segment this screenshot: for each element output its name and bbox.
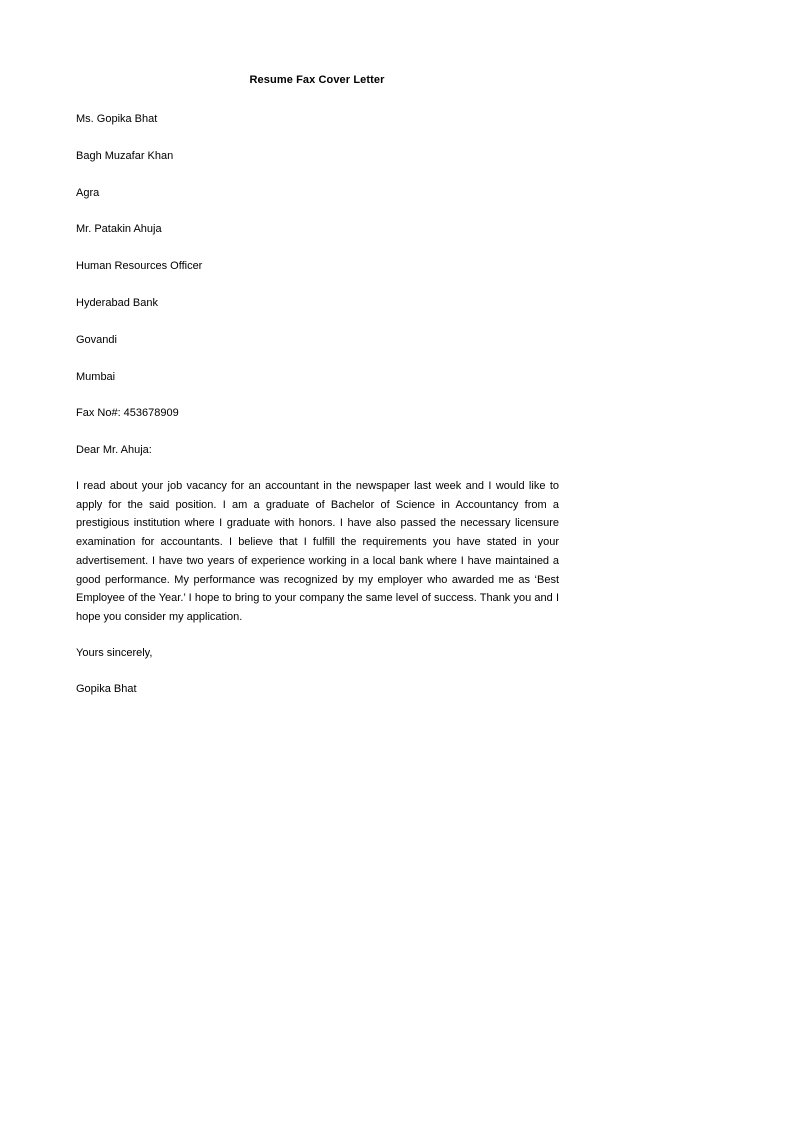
recipient-company: Hyderabad Bank <box>76 297 158 309</box>
recipient-position: Human Resources Officer <box>76 260 203 272</box>
sender-street: Bagh Muzafar Khan <box>76 150 174 162</box>
signature-name: Gopika Bhat <box>76 683 137 695</box>
document-title: Resume Fax Cover Letter <box>249 74 385 86</box>
fax-number: Fax No#: 453678909 <box>76 407 179 419</box>
letter-body: I read about your job vacancy for an accountant in the newspaper last week and I would like to apply for the said position. I am a graduate of Bachelor of Science in Accountancy from a prestigious institution where I graduate with honors. I have also passed the necessary licensure examination for accountants. I believe that I fulfill the requirements you have stated in your advertisement. I have two years of experience working in a local bank where I have maintained a good performance. My performance was recognized by my employer who awarded me as ‘Best Employee of the Year.’ I hope to bring to your company the same level of success. Thank you and I hope you consider my application. <box>76 480 559 623</box>
salutation: Dear Mr. Ahuja: <box>76 444 152 456</box>
sender-name: Ms. Gopika Bhat <box>76 113 158 125</box>
sender-city: Agra <box>76 187 100 199</box>
recipient-area: Govandi <box>76 334 117 346</box>
recipient-city: Mumbai <box>76 371 116 383</box>
recipient-name: Mr. Patakin Ahuja <box>76 223 162 235</box>
closing: Yours sincerely, <box>76 647 153 659</box>
